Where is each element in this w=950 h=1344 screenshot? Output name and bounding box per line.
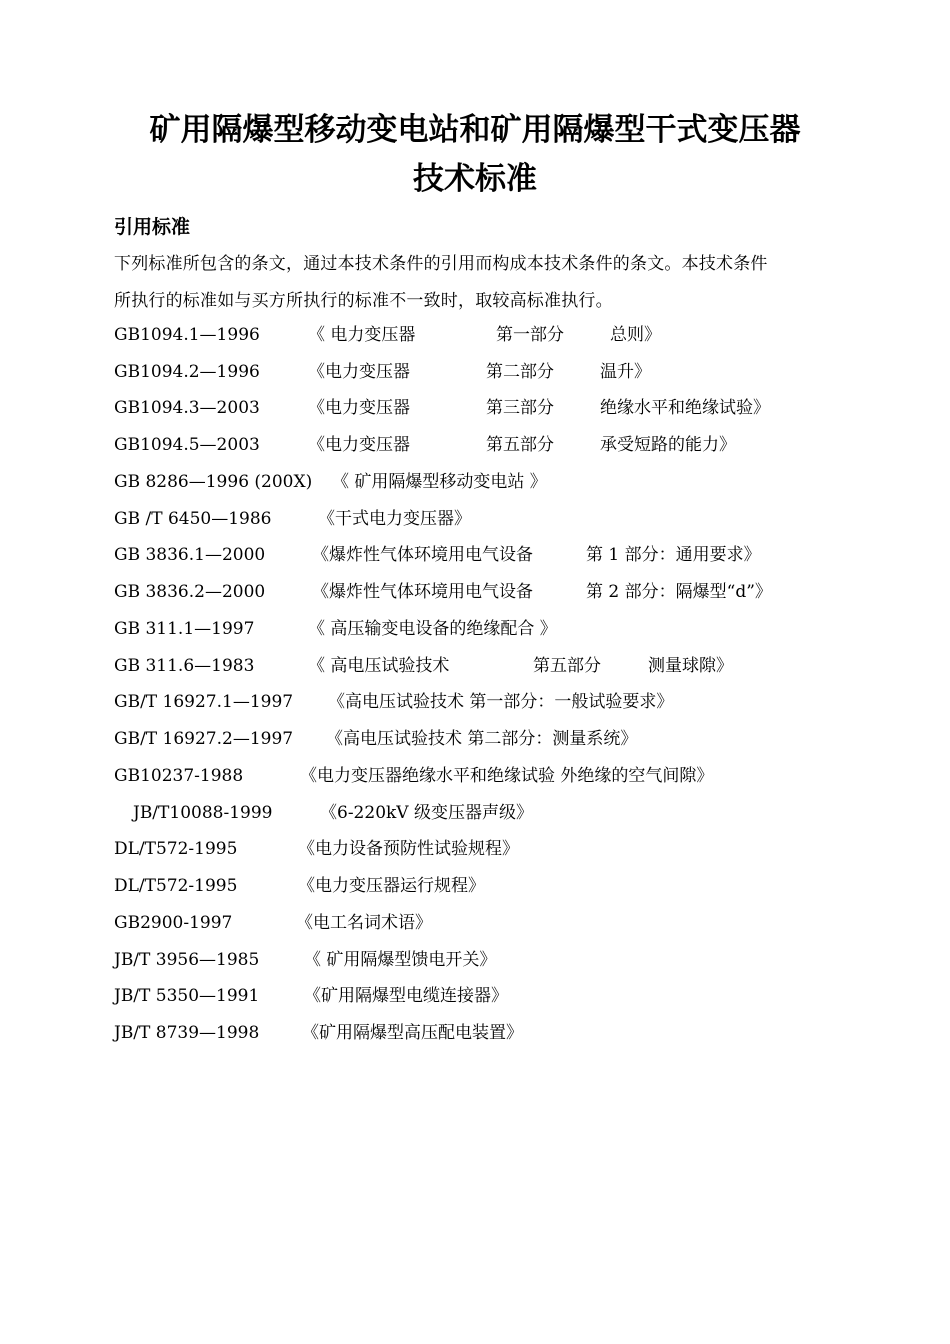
- standard-title: 《高电压试验技术 第二部分：测量系统》: [326, 729, 638, 749]
- standard-code: GB1094.2—1996: [114, 362, 260, 382]
- standard-code: JB/T 8739—1998: [114, 1023, 260, 1043]
- standard-title: 《干式电力变压器》: [318, 509, 471, 529]
- standard-title: 《电力变压器: [308, 398, 410, 418]
- reference-item: [0, 905, 950, 942]
- reference-item: [0, 501, 950, 538]
- reference-item: [0, 795, 950, 832]
- reference-item: [0, 427, 950, 464]
- document-title-line-2: 技术标准: [413, 161, 537, 197]
- reference-item: [0, 537, 950, 574]
- reference-item: [0, 611, 950, 648]
- intro-paragraph-line-1: 下列标准所包含的条文，通过本技术条件的引用而构成本技术条件的条文。本技术条件: [114, 254, 768, 274]
- intro-paragraph-line-2: 所执行的标准如与买方所执行的标准不一致时，取较高标准执行。: [114, 291, 613, 311]
- reference-item: [0, 574, 950, 611]
- standard-subject: 总则》: [610, 325, 661, 345]
- standard-code: GB 311.6—1983: [114, 656, 255, 676]
- standard-part: 第一部分: [496, 325, 564, 345]
- standard-code: GB /T 6450—1986: [114, 509, 272, 529]
- standard-code: JB/T 3956—1985: [114, 950, 260, 970]
- standard-title: 《矿用隔爆型高压配电装置》: [302, 1023, 523, 1043]
- standard-title: 《6-220kV 级变压器声级》: [320, 803, 533, 823]
- standard-code: GB2900-1997: [114, 913, 233, 933]
- standard-title: 《 矿用隔爆型馈电开关》: [304, 950, 497, 970]
- reference-item: [0, 831, 950, 868]
- reference-item: [0, 648, 950, 685]
- standard-subject: 测量球隙》: [648, 656, 733, 676]
- standard-code: JB/T10088-1999: [133, 803, 273, 823]
- reference-item: [0, 942, 950, 979]
- standard-title: 《矿用隔爆型电缆连接器》: [304, 986, 508, 1006]
- standard-title: 《电力设备预防性试验规程》: [298, 839, 519, 859]
- standard-part: 第五部分: [533, 656, 601, 676]
- standard-subject: 绝缘水平和绝缘试验》: [600, 398, 770, 418]
- reference-item: [0, 721, 950, 758]
- standard-title: 《电力变压器运行规程》: [298, 876, 485, 896]
- standard-title: 《 高压输变电设备的绝缘配合 》: [308, 619, 557, 639]
- standard-code: GB1094.1—1996: [114, 325, 260, 345]
- standard-part: 第五部分: [486, 435, 554, 455]
- document-title-line-1: 矿用隔爆型移动变电站和矿用隔爆型干式变压器: [149, 112, 801, 148]
- reference-item: [0, 317, 950, 354]
- reference-item: [0, 868, 950, 905]
- reference-item: [0, 684, 950, 721]
- reference-item: [0, 390, 950, 427]
- standard-code: GB 311.1—1997: [114, 619, 255, 639]
- standard-title: 《爆炸性气体环境用电气设备: [312, 582, 533, 602]
- reference-item: [0, 758, 950, 795]
- standard-title: 《电力变压器绝缘水平和绝缘试验 外绝缘的空气间隙》: [300, 766, 714, 786]
- reference-item: [0, 354, 950, 391]
- reference-item: [0, 978, 950, 1015]
- standard-code: DL/T572-1995: [114, 839, 238, 859]
- standard-subject: 温升》: [600, 362, 651, 382]
- standard-code: GB 8286—1996 (200X): [114, 472, 313, 492]
- standard-code: GB10237-1988: [114, 766, 244, 786]
- standard-title: 《高电压试验技术 第一部分：一般试验要求》: [328, 692, 674, 712]
- standard-code: DL/T572-1995: [114, 876, 238, 896]
- standard-code: GB/T 16927.1—1997: [114, 692, 294, 712]
- standard-code: JB/T 5350—1991: [114, 986, 260, 1006]
- section-heading: 引用标准: [114, 216, 191, 238]
- standard-subject: 承受短路的能力》: [600, 435, 736, 455]
- standard-title: 《爆炸性气体环境用电气设备: [312, 545, 533, 565]
- standard-title: 《电力变压器: [308, 435, 410, 455]
- standard-code: GB 3836.1—2000: [114, 545, 266, 565]
- standard-code: GB/T 16927.2—1997: [114, 729, 294, 749]
- standard-code: GB 3836.2—2000: [114, 582, 266, 602]
- standard-part: 第 2 部分：隔爆型“d”》: [586, 582, 772, 602]
- standard-part: 第 1 部分：通用要求》: [586, 545, 761, 565]
- standard-title: 《 矿用隔爆型移动变电站 》: [332, 472, 547, 492]
- reference-item: [0, 1015, 950, 1052]
- standard-part: 第二部分: [486, 362, 554, 382]
- standard-title: 《 高电压试验技术: [308, 656, 450, 676]
- standard-code: GB1094.5—2003: [114, 435, 260, 455]
- standard-title: 《电工名词术语》: [296, 913, 432, 933]
- standard-title: 《电力变压器: [308, 362, 410, 382]
- standard-title: 《 电力变压器: [308, 325, 416, 345]
- standard-code: GB1094.3—2003: [114, 398, 260, 418]
- reference-item: [0, 464, 950, 501]
- standard-part: 第三部分: [486, 398, 554, 418]
